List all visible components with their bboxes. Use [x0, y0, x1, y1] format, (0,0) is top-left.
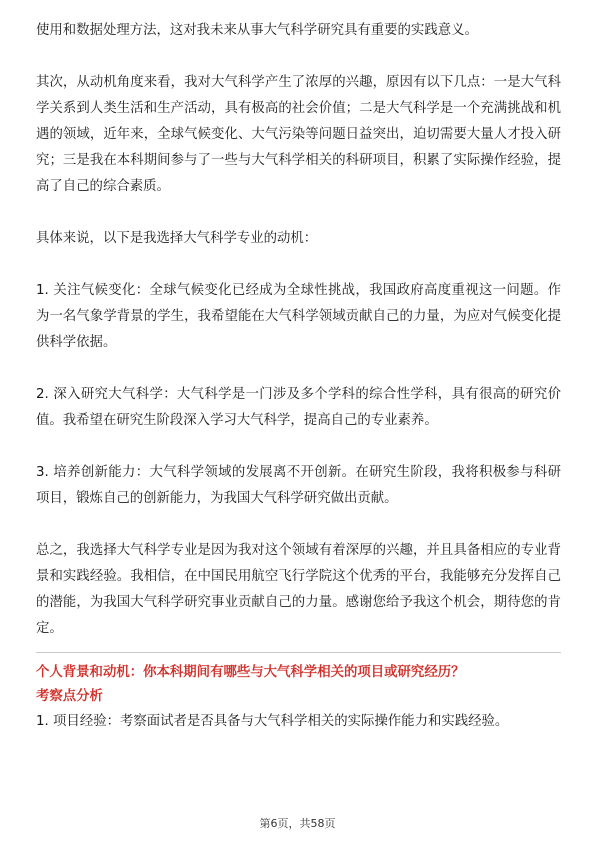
page-number: 第6页，共58页	[259, 817, 336, 830]
paragraph-motivation-intro: 具体来说，以下是我选择大气科学专业的动机：	[36, 231, 318, 246]
paragraph-method-significance: 使用和数据处理方法，这对我未来从事大气科学研究具有重要的实践意义。	[36, 23, 478, 38]
paragraph-motivation-innovation: 3. 培养创新能力：大气科学领域的发展离不开创新。在研究生阶段，我将积极参与科研项目，锻炼自己的创新能力，为我国大气科学研究做出贡献。	[36, 465, 561, 506]
paragraph-motivation-research: 2. 深入研究大气科学：大气科学是一门涉及多个学科的综合性学科，具有很高的研究价值。我希望在研究生阶段深入学习大气科学，提高自己的专业素养。	[36, 387, 561, 428]
section-divider	[36, 652, 561, 653]
page-content	[36, 18, 561, 735]
analysis-item: 1. 项目经验：考察面试者是否具备与大气科学相关的实际操作能力和实践经验。	[36, 714, 509, 729]
analysis-heading: 考察点分析	[36, 689, 103, 704]
question-heading: 个人背景和动机：你本科期间有哪些与大气科学相关的项目或研究经历？	[36, 665, 465, 680]
paragraph-conclusion: 总之，我选择大气科学专业是因为我对这个领域有着深厚的兴趣，并且具备相应的专业背景和实践经验。我相信，在中国民用航空飞行学院这个优秀的平台，我能够充分发挥自己的潜能，为我国大气科学研究事业贡献自己的力量。感谢您给予我这个机会，期待您的肯定。	[36, 543, 561, 636]
paragraph-motivation-reasons: 其次，从动机角度来看，我对大气科学产生了浓厚的兴趣，原因有以下几点：一是大气科学关系到人类生活和生产活动，具有极高的社会价值；二是大气科学是一个充满挑战和机遇的领域，近年来，全球气候变化、大气污染等问题日益突出，迫切需要大量人才投入研究；三是我在本科期间参与了一些与大气科学相关的科研项目，积累了实际操作经验，提高了自己的综合素质。	[36, 75, 561, 194]
paragraph-motivation-climate: 1. 关注气候变化：全球气候变化已经成为全球性挑战，我国政府高度重视这一问题。作为一名气象学背景的学生，我希望能在大气科学领域贡献自己的力量，为应对气候变化提供科学依据。	[36, 283, 561, 350]
